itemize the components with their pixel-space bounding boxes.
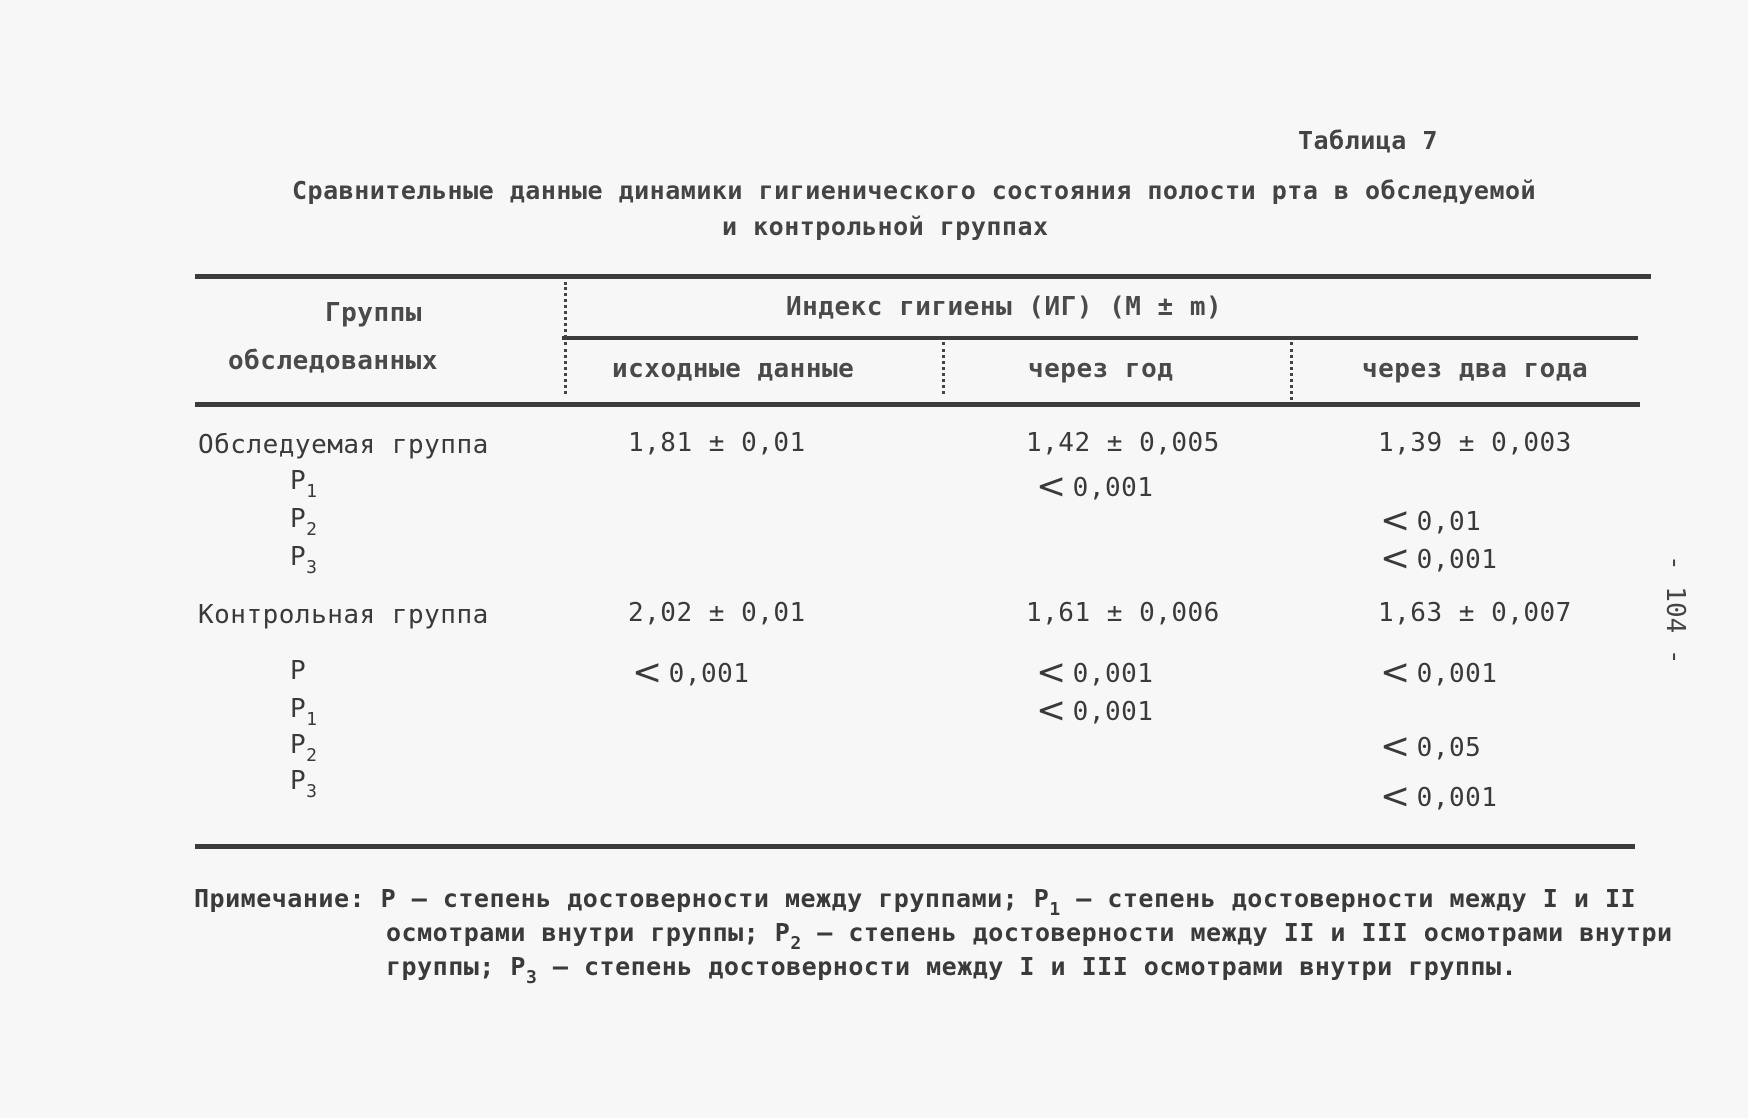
ctl-p-label: P [290,656,307,686]
header-bottom-rule [195,402,1640,407]
header-col1: исходные данные [612,354,855,384]
header-col3: через два года [1362,354,1589,384]
ctl-p2-label: $P_2$ [290,730,318,766]
bottom-rule [195,844,1635,849]
exp-p3-label: $P_3$ [290,542,318,578]
ctl-p1-col2: < 0,001 [1036,690,1154,731]
header-index: Индекс гигиены (ИГ) (М ± m) [786,292,1223,322]
exp-col2: 1,42 ± 0,005 [1026,428,1220,458]
ctl-p-col3: < 0,001 [1380,652,1498,693]
exp-p3-col3: < 0,001 [1380,538,1498,579]
ctl-col1: 2,02 ± 0,01 [628,598,806,628]
header-groups-line1: Группы [325,298,422,328]
header-groups-line2: обследованных [228,346,438,376]
col3-separator [1290,342,1293,400]
exp-col1: 1,81 ± 0,01 [628,428,806,458]
table-title-line1: Сравнительные данные динамики гигиенического состояния полости рта в обследуемой [292,176,1537,205]
note-line1: Примечание: Р – степень достоверности между группами; $Р_1$ – степень достоверности между I и II [194,884,1637,920]
exp-p1-col2: < 0,001 [1036,466,1154,507]
ctl-p3-col3: < 0,001 [1380,776,1498,817]
ctl-p-col1: < 0,001 [632,652,750,693]
page-number: - 104 - [1660,555,1690,665]
note-line2: осмотрами внутри группы; $Р_2$ – степень достоверности между II и III осмотрами внутри [386,918,1673,954]
header-col2: через год [1028,354,1174,384]
exp-p2-label: $P_2$ [290,504,318,540]
note-line3: группы; $Р_3$ – степень достоверности между I и III осмотрами внутри группы. [386,952,1518,988]
top-rule [195,274,1651,279]
ctl-p1-label: $P_1$ [290,694,318,730]
ctl-p2-col3: < 0,05 [1380,726,1482,767]
ctl-col2: 1,61 ± 0,006 [1026,598,1220,628]
exp-p2-col3: < 0,01 [1380,500,1482,541]
col1-separator [564,342,567,394]
exp-col3: 1,39 ± 0,003 [1378,428,1572,458]
header-separator [564,282,567,338]
table-title-line2: и контрольной группах [722,212,1049,241]
ctl-group-label: Контрольная группа [198,600,489,630]
exp-p1-label: $P_1$ [290,466,318,502]
ctl-col3: 1,63 ± 0,007 [1378,598,1572,628]
subheader-rule [562,336,1638,340]
exp-group-label: Обследуемая группа [198,430,489,460]
ctl-p-col2: < 0,001 [1036,652,1154,693]
col2-separator [942,342,945,394]
table-label: Таблица 7 [1298,126,1438,155]
ctl-p3-label: $P_3$ [290,766,318,802]
